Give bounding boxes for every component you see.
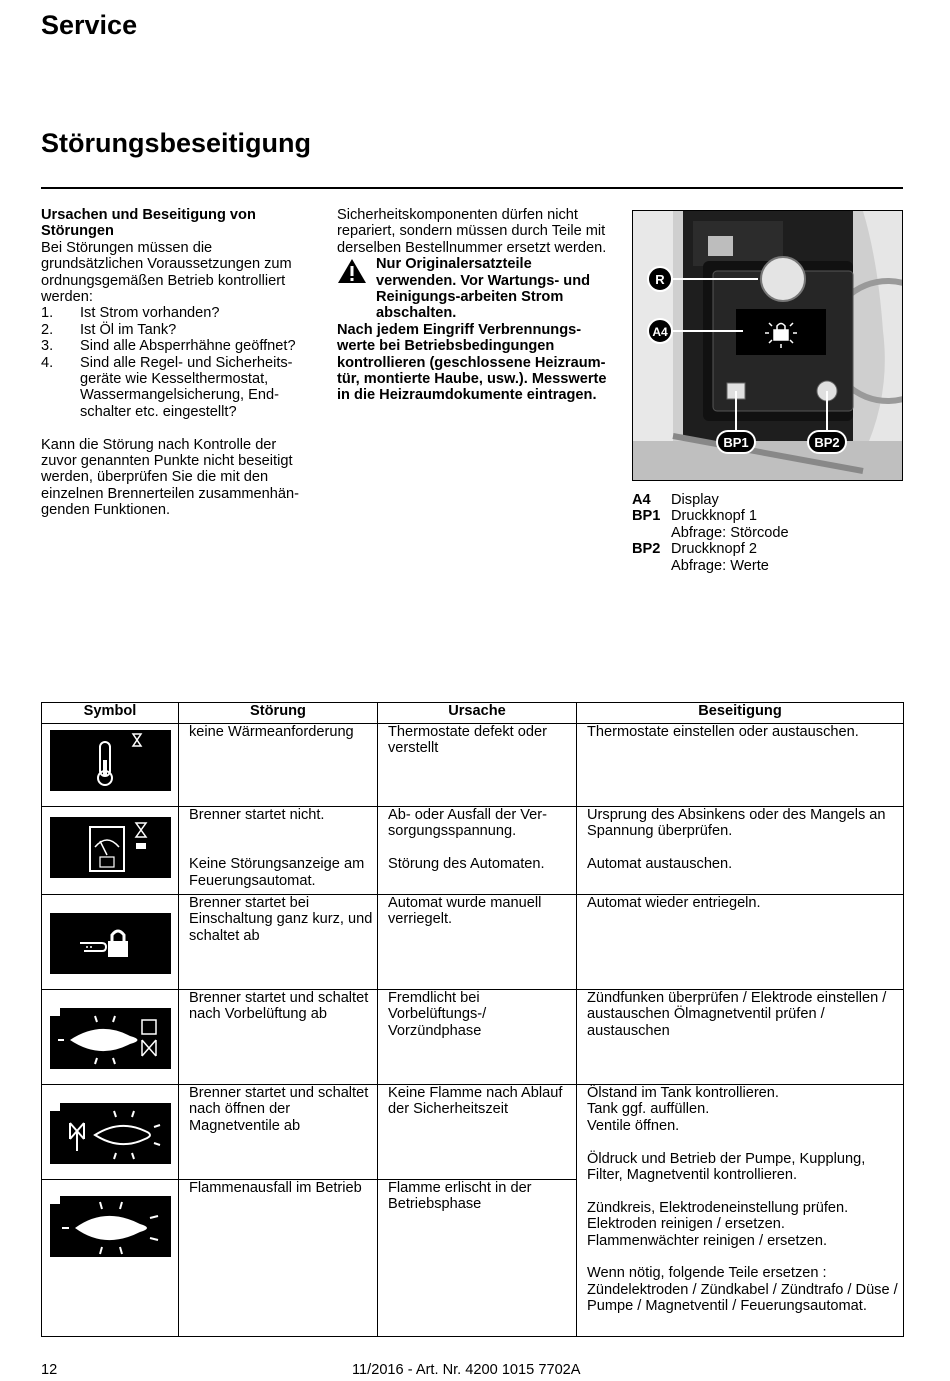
warning-block bbox=[337, 256, 612, 322]
fault-cell: keine Wärmeanforderung bbox=[179, 724, 378, 807]
safety-text: Sicherheitskomponenten dürfen nicht repariert, sondern müssen durch Teile mit derselben Bestellnummer ersetzt werden. bbox=[337, 207, 607, 256]
cause-cell: Automat wurde manuell verriegelt. bbox=[378, 895, 577, 990]
header-symbol: Symbol bbox=[42, 703, 179, 724]
control-unit-figure bbox=[632, 210, 903, 481]
legend-item: BP1 Druckknopf 1 Abfrage: Störcode bbox=[632, 508, 789, 541]
fix-cell: Ölstand im Tank kontrollieren. Tank ggf. auffüllen. Ventile öffnen. Öldruck und Betrieb der Pumpe, Kupplung, Filter, Magnetventil kontrollieren. Zündkreis, Elektrodeneinstellung prüfen. Elektroden reinigen / ersetzen. Flammenwächter reinigen / ersetzen. Wenn nötig, folgende Teile ersetzen : Zündelektroden / Zündkabel / Zündtrafo / Düse / Pumpe / Magnetventil / Feuerungsautomat. bbox=[577, 1085, 904, 1337]
list-item: 1. Ist Strom vorhanden? bbox=[41, 305, 220, 322]
fault-cell: Brenner startet nicht. bbox=[189, 807, 325, 823]
list-item: 3. Sind alle Absperrhähne geöffnet? bbox=[41, 338, 296, 355]
valve-flame-outline-icon bbox=[50, 1103, 171, 1164]
cause-cell: Thermostate defekt oder verstellt bbox=[378, 724, 577, 807]
table-row bbox=[42, 807, 904, 895]
left-column bbox=[41, 207, 316, 519]
legend-item: BP2 Druckknopf 2 Abfrage: Werte bbox=[632, 541, 769, 574]
callout-bp2: BP2 bbox=[814, 435, 840, 450]
fault-cell: Brenner startet und schaltet nach Vorbelüftung ab bbox=[179, 990, 378, 1085]
cause-cell: Störung des Automaten. bbox=[388, 856, 545, 873]
legend-item: A4 Display bbox=[632, 492, 719, 508]
fault-cell: Brenner startet bei Einschaltung ganz kurz, und schaltet ab bbox=[179, 895, 378, 990]
intro-text: Bei Störungen müssen die grundsätzlichen Voraussetzungen zum ordnungsgemäßen Betrieb kontrolliert werden: bbox=[41, 239, 292, 306]
title-rule bbox=[41, 187, 903, 189]
check-list bbox=[41, 305, 316, 420]
fix-cell: Automat wieder entriegeln. bbox=[577, 895, 904, 990]
table-header-row bbox=[42, 703, 904, 724]
fault-cell: Flammenausfall im Betrieb bbox=[179, 1180, 378, 1337]
cause-cell: Ab- oder Ausfall der Ver-sorgungsspannung. bbox=[388, 807, 547, 840]
measurement-note: Nach jedem Eingriff Verbrennungs-werte bei Betriebsbedingungen kontrollieren (geschlossene Heizraum-tür, montierte Haube, usw.). Messwerte in die Heizraumdokumente eintragen. bbox=[337, 321, 607, 404]
table-row bbox=[42, 895, 904, 990]
flame-fan-valve-icon bbox=[50, 1008, 171, 1069]
document-reference: 11/2016 - Art. Nr. 4200 1015 7702A bbox=[352, 1362, 581, 1378]
header-fix: Beseitigung bbox=[577, 703, 904, 724]
table-row bbox=[42, 724, 904, 807]
section-heading: Ursachen und Beseitigung von Störungen bbox=[41, 207, 256, 240]
fault-table bbox=[41, 702, 904, 1337]
header-cause: Ursache bbox=[378, 703, 577, 724]
callout-bp1: BP1 bbox=[723, 435, 749, 450]
section-header: Service bbox=[41, 10, 138, 40]
cause-cell: Keine Flamme nach Ablauf der Sicherheitszeit bbox=[378, 1085, 577, 1180]
fix-cell: Ursprung des Absinkens oder des Mangels an Spannung überprüfen. bbox=[587, 807, 886, 840]
followup-text: Kann die Störung nach Kontrolle der zuvor genannten Punkte nicht beseitigt werden, überprüfen Sie die mit den einzelnen Brennerteilen zusammenhän-genden Funktionen. bbox=[41, 436, 299, 519]
fault-cell: Keine Störungsanzeige am Feuerungsautomat. bbox=[189, 856, 365, 889]
fix-cell: Zündfunken überprüfen / Elektrode einstellen / austauschen Ölmagnetventil prüfen / austauschen bbox=[577, 990, 904, 1085]
cause-cell: Fremdlicht bei Vorbelüftungs-/ Vorzündphase bbox=[378, 990, 577, 1085]
table-row bbox=[42, 1085, 904, 1180]
lock-hand-icon bbox=[50, 913, 171, 974]
middle-column bbox=[337, 207, 612, 404]
voltmeter-hourglass-icon bbox=[50, 817, 171, 878]
page-number: 12 bbox=[41, 1362, 58, 1378]
callout-a4: A4 bbox=[652, 325, 668, 339]
list-item: 4. Sind alle Regel- und Sicherheits-geräte wie Kesselthermostat, Wassermangelsicherung, End-schalter etc. eingestellt? bbox=[41, 354, 293, 420]
flame-rays-icon bbox=[50, 1196, 171, 1257]
fix-cell: Thermostate einstellen oder austauschen. bbox=[577, 724, 904, 807]
list-item: 2. Ist Öl im Tank? bbox=[41, 321, 177, 338]
figure-legend bbox=[632, 492, 789, 574]
thermometer-hourglass-icon bbox=[50, 730, 171, 791]
fault-cell: Brenner startet und schaltet nach öffnen der Magnetventile ab bbox=[179, 1085, 378, 1180]
warning-text: Nur Originalersatzteile verwenden. Vor Wartungs- und Reinigungs-arbeiten Strom abschalten. bbox=[376, 256, 591, 322]
table-row bbox=[42, 990, 904, 1085]
page-title: Störungsbeseitigung bbox=[41, 128, 311, 158]
cause-cell: Flamme erlischt in der Betriebsphase bbox=[378, 1180, 577, 1337]
callout-r: R bbox=[655, 272, 665, 287]
fix-cell: Automat austauschen. bbox=[587, 856, 733, 873]
warning-icon bbox=[337, 258, 367, 284]
header-fault: Störung bbox=[179, 703, 378, 724]
